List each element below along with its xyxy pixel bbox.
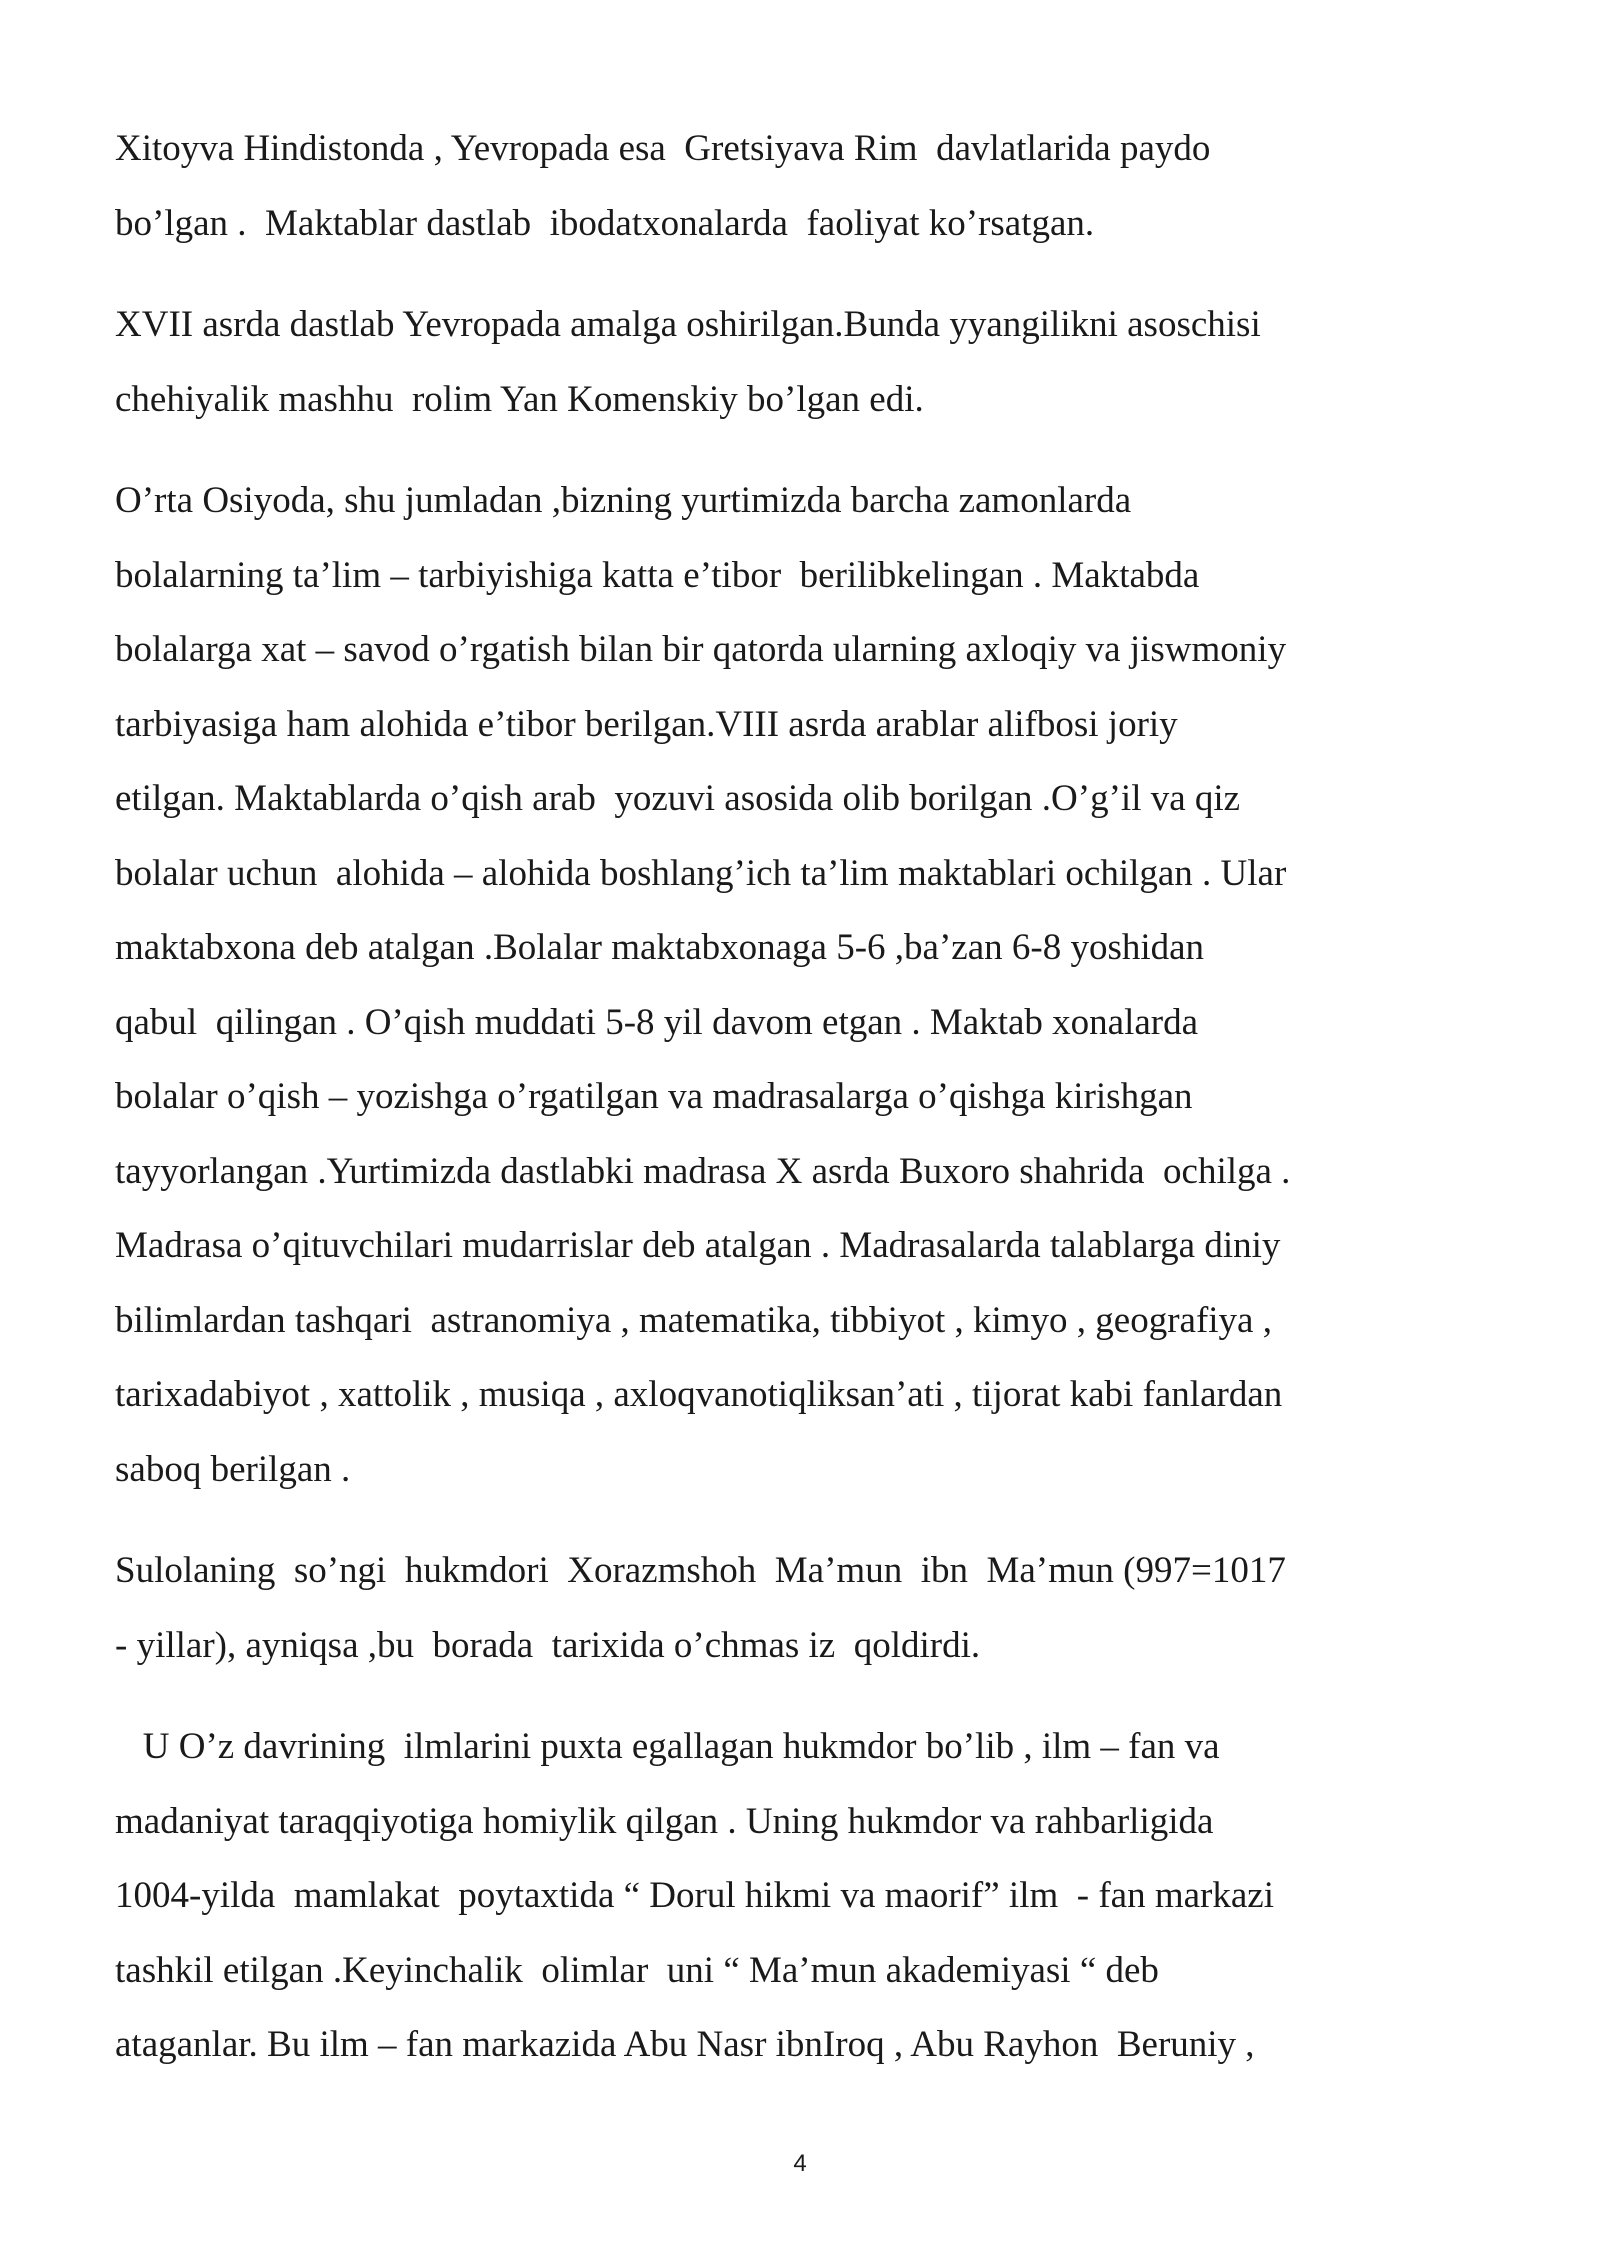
text-line: U O’z davrining ilmlarini puxta egallagan hukmdor bo’lib , ilm – fan va	[115, 1726, 1220, 1767]
text-line: bolalar o’qish – yozishga o’rgatilgan va madrasalarga o’qishga kirishgan	[115, 1076, 1193, 1117]
paragraph	[115, 1710, 1515, 2083]
text-line: Madrasa o’qituvchilari mudarrislar deb atalgan . Madrasalarda talablarga diniy	[115, 1225, 1281, 1266]
text-line: ataganlar. Bu ilm – fan markazida Abu Nasr ibnIroq , Abu Rayhon Beruniy ,	[115, 2024, 1255, 2065]
text-line: saboq berilgan .	[115, 1448, 351, 1490]
text-line: bo’lgan . Maktablar dastlab ibodatxonalarda faoliyat ko’rsatgan.	[115, 202, 1095, 244]
text-line: bolalarning ta’lim – tarbiyishiga katta e’tibor berilibkelingan . Maktabda	[115, 554, 1200, 596]
text-line: - yillar), ayniqsa ,bu borada tarixida o’chmas iz qoldirdi.	[115, 1624, 981, 1666]
text-line: Xitoyva Hindistonda , Yevropada esa Gretsiyava Rim davlatlarida paydo	[115, 128, 1211, 169]
text-line: Sulolaning so’ngi hukmdori Xorazmshoh Ma’mun ibn Ma’mun (997=1017	[115, 1550, 1286, 1591]
paragraph	[115, 288, 1515, 437]
text-line: bolalar uchun alohida – alohida boshlang’ich ta’lim maktablari ochilgan . Ular	[115, 852, 1287, 894]
paragraph	[115, 464, 1515, 1507]
text-line: bilimlardan tashqari astranomiya , matematika, tibbiyot , kimyo , geografiya ,	[115, 1299, 1272, 1341]
text-line: maktabxona deb atalgan .Bolalar maktabxonaga 5-6 ,ba’zan 6-8 yoshidan	[115, 927, 1205, 968]
paragraph	[115, 1534, 1515, 1683]
text-line: qabul qilingan . O’qish muddati 5-8 yil davom etgan . Maktab xonalarda	[115, 1001, 1199, 1043]
text-line: O’rta Osiyoda, shu jumladan ,bizning yurtimizda barcha zamonlarda	[115, 480, 1132, 521]
text-line: tashkil etilgan .Keyinchalik olimlar uni “ Ma’mun akademiyasi “ deb	[115, 1949, 1159, 1991]
text-line: tayyorlangan .Yurtimizda dastlabki madrasa X asrda Buxoro shahrida ochilga .	[115, 1150, 1291, 1192]
page-number: 4	[793, 2150, 807, 2177]
text-line: etilgan. Maktablarda o’qish arab yozuvi asosida olib borilgan .O’g’il va qiz	[115, 778, 1241, 819]
paragraph	[115, 112, 1515, 261]
text-line: madaniyat taraqqiyotiga homiylik qilgan . Uning hukmdor va rahbarligida	[115, 1800, 1214, 1842]
text-line: bolalarga xat – savod o’rgatish bilan bir qatorda ularning axloqiy va jiswmoniy	[115, 629, 1287, 670]
text-line: XVII asrda dastlab Yevropada amalga oshirilgan.Bunda yyangilikni asoschisi	[115, 304, 1261, 345]
text-line: tarbiyasiga ham alohida e’tibor berilgan.VIII asrda arablar alifbosi joriy	[115, 703, 1178, 745]
text-line: tarixadabiyot , xattolik , musiqa , axloqvanotiqliksan’ati , tijorat kabi fanlardan	[115, 1374, 1283, 1415]
text-line: 1004-yilda mamlakat poytaxtida “ Dorul hikmi va maorif” ilm - fan markazi	[115, 1875, 1274, 1916]
text-line: chehiyalik mashhu rolim Yan Komenskiy bo’lgan edi.	[115, 378, 924, 420]
document-body	[115, 112, 1515, 2083]
